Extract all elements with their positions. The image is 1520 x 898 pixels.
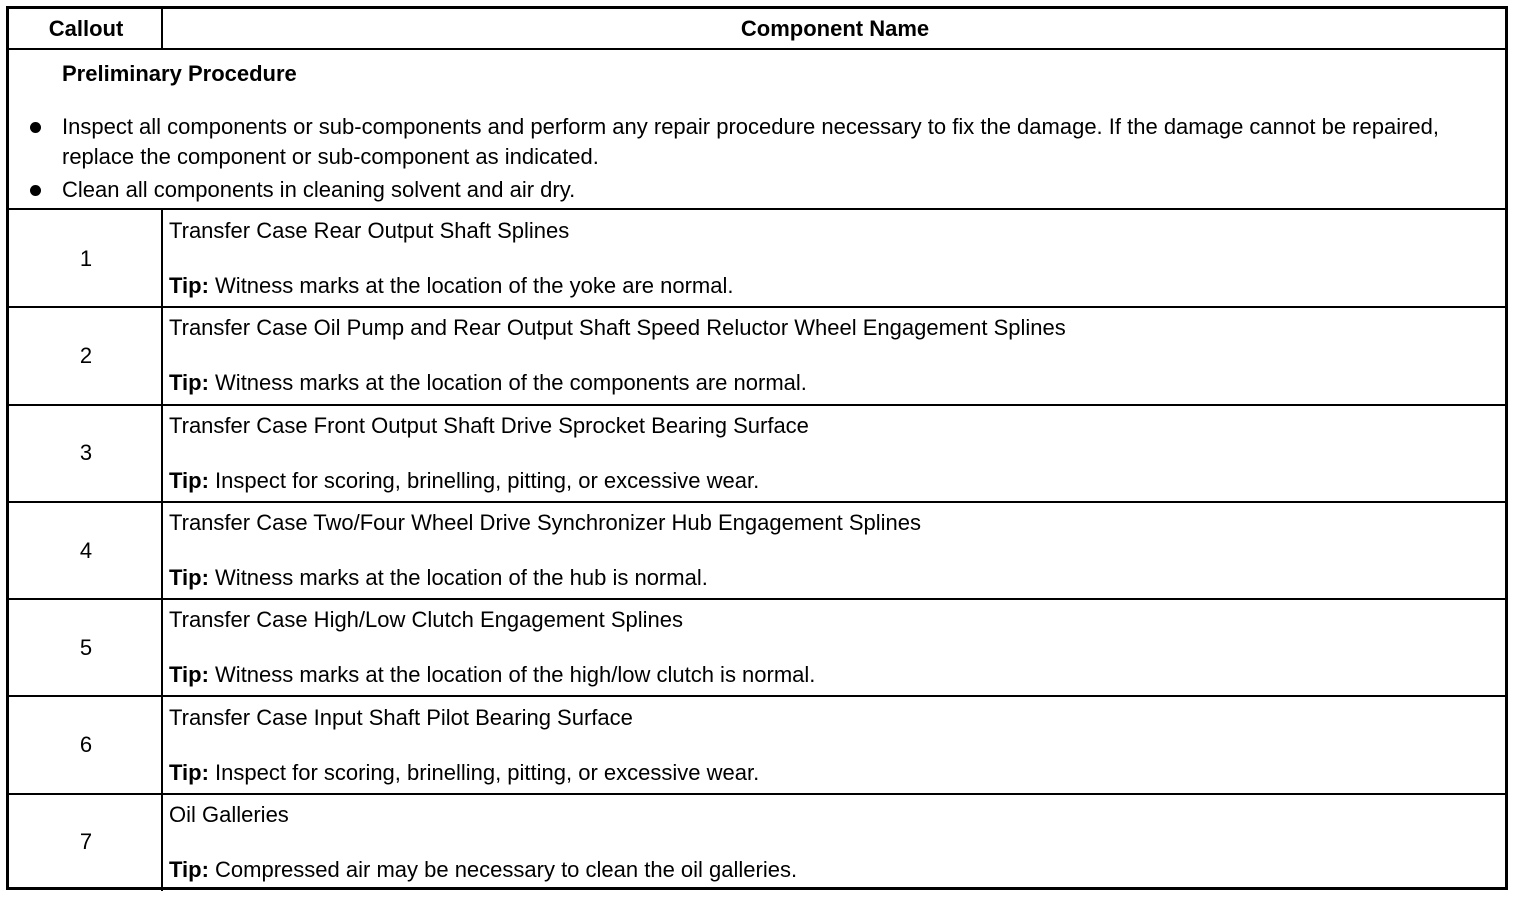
component-name: Transfer Case Rear Output Shaft Splines [169, 218, 570, 243]
bullet-dot-icon [30, 185, 41, 196]
header-rule [9, 48, 1505, 50]
tip-label: Tip: [169, 370, 209, 396]
component-tip [169, 760, 759, 786]
preliminary-bullet: Inspect all components or sub-components and perform any repair procedure necessary to fix the damage. If the damage cannot be repaired, replace the component or sub-component as indicated. [62, 112, 1492, 172]
component-tip [169, 565, 708, 591]
component-name: Transfer Case Two/Four Wheel Drive Synchronizer Hub Engagement Splines [169, 509, 922, 535]
table-row [9, 794, 1505, 891]
callout-number: 1 [79, 245, 93, 271]
header-callout: Callout [48, 16, 124, 41]
tip-label: Tip: [169, 273, 209, 298]
callout-number: 4 [79, 537, 93, 563]
tip-text: Witness marks at the location of the components are normal. [215, 370, 807, 396]
header-component-name: Component Name [740, 16, 930, 41]
bullet-dot-icon [30, 122, 41, 133]
tip-label: Tip: [169, 564, 209, 590]
column-divider [161, 697, 163, 794]
component-tip [169, 273, 734, 299]
component-name: Transfer Case High/Low Clutch Engagement Splines [169, 607, 684, 633]
preliminary-bullet: Clean all components in cleaning solvent and air dry. [62, 175, 1492, 205]
component-tip [169, 662, 815, 688]
callout-number: 7 [79, 829, 93, 855]
component-name: Transfer Case Front Output Shaft Drive Sprocket Bearing Surface [169, 412, 809, 438]
component-tip [169, 370, 807, 396]
callout-number: 3 [79, 440, 93, 466]
column-divider [161, 502, 163, 599]
tip-text: Witness marks at the location of the yoke are normal. [215, 273, 734, 298]
tip-text: Witness marks at the location of the hub is normal. [215, 564, 708, 590]
table-row [9, 599, 1505, 696]
column-divider [161, 307, 163, 404]
table-row [9, 697, 1505, 794]
column-divider [161, 599, 163, 696]
component-name: Transfer Case Input Shaft Pilot Bearing Surface [169, 704, 633, 730]
table-row [9, 307, 1505, 404]
callout-number: 5 [79, 634, 93, 660]
tip-label: Tip: [169, 856, 209, 882]
column-divider [161, 794, 163, 891]
component-name: Transfer Case Oil Pump and Rear Output Shaft Speed Reluctor Wheel Engagement Splines [169, 315, 1066, 341]
preliminary-title: Preliminary Procedure [62, 61, 297, 86]
tip-text: Witness marks at the location of the high/low clutch is normal. [215, 662, 816, 688]
callout-number: 6 [79, 732, 93, 758]
table-row [9, 405, 1505, 502]
component-table [6, 6, 1508, 890]
tip-text: Inspect for scoring, brinelling, pitting, or excessive wear. [215, 759, 760, 785]
column-divider [161, 210, 163, 307]
tip-label: Tip: [169, 759, 209, 785]
component-tip [169, 857, 797, 883]
tip-label: Tip: [169, 467, 209, 493]
callout-number: 2 [79, 342, 93, 368]
table-row [9, 502, 1505, 599]
header-divider [161, 9, 163, 49]
component-name: Oil Galleries [169, 801, 289, 827]
table-row [9, 210, 1505, 307]
tip-label: Tip: [169, 662, 209, 688]
column-divider [161, 405, 163, 502]
tip-text: Inspect for scoring, brinelling, pitting, or excessive wear. [215, 467, 760, 493]
component-tip [169, 468, 759, 494]
tip-text: Compressed air may be necessary to clean the oil galleries. [215, 856, 798, 882]
